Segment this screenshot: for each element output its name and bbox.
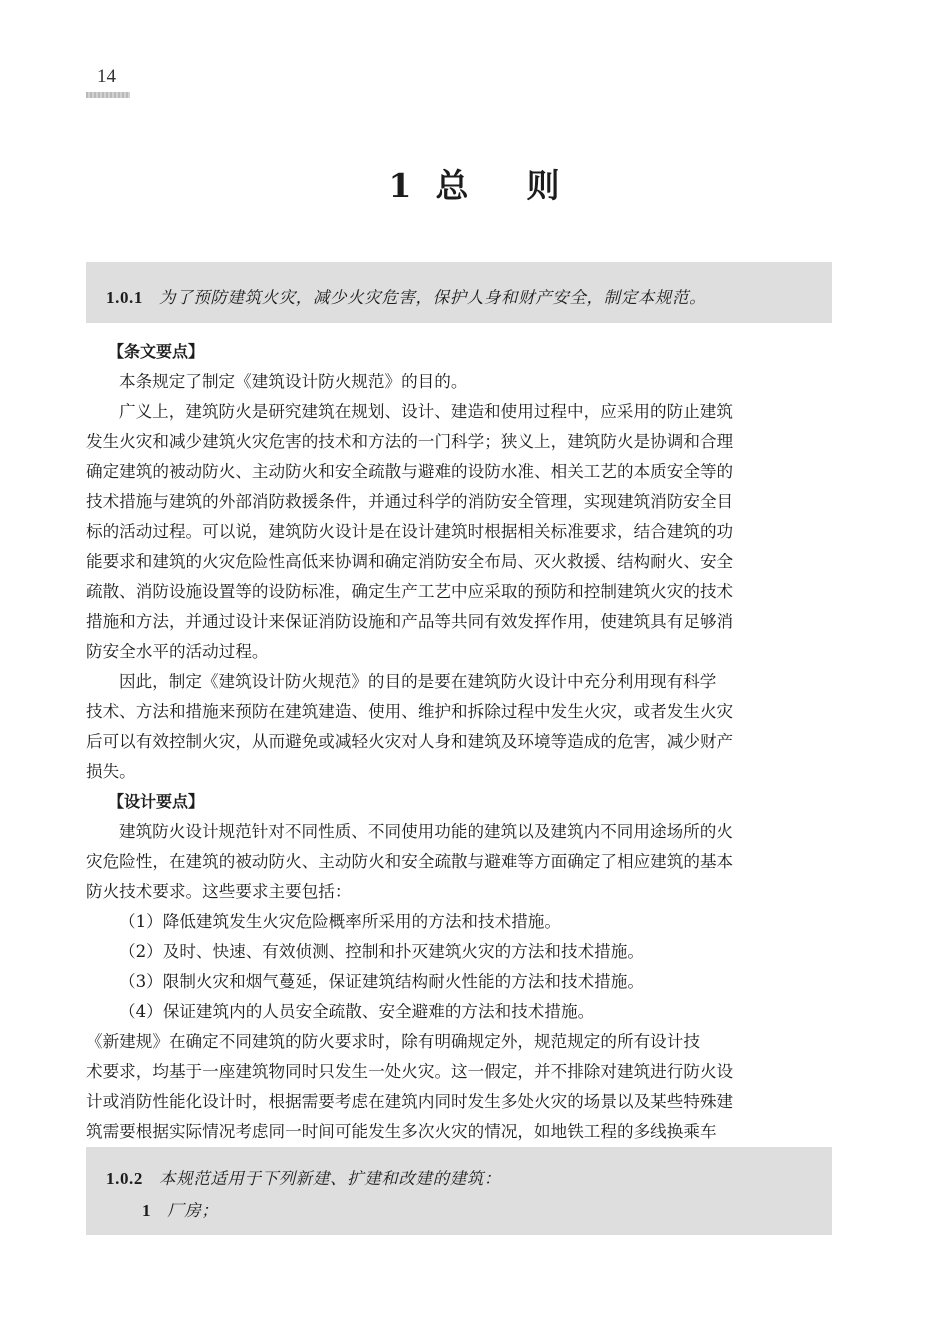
paragraph-line: 发生火灾和减少建筑火灾危害的技术和方法的一门科学；狭义上，建筑防火是协调和合理 [86,432,734,451]
paragraph-line: 损失。 [86,762,136,781]
paragraph-line: 技术措施与建筑的外部消防救援条件，并通过科学的消防安全管理，实现建筑消防安全目 [86,492,734,511]
clause-box-1-0-1 [86,262,832,323]
paragraph-line: 筑需要根据实际情况考虑同一时间可能发生多次火灾的情况，如地铁工程的多线换乘车 [86,1122,717,1141]
section-heading-key-points: 【条文要点】 [108,342,205,361]
paragraph-line: 建筑防火设计规范针对不同性质、不同使用功能的建筑以及建筑内不同用途场所的火 [119,822,733,841]
paragraph-line: 灾危险性，在建筑的被动防火、主动防火和安全疏散与避难等方面确定了相应建筑的基本 [86,852,734,871]
paragraph-line: 计或消防性能化设计时，根据需要考虑在建筑内同时发生多处火灾的场景以及某些特殊建 [86,1092,734,1111]
clause-text: 本规范适用于下列新建、扩建和改建的建筑： [159,1169,501,1188]
paragraph-line: 措施和方法，并通过设计来保证消防设施和产品等共同有效发挥作用，使建筑具有足够消 [86,612,734,631]
list-item: （4）保证建筑内的人员安全疏散、安全避难的方法和技术措施。 [119,1002,595,1021]
list-item: （3）限制火灾和烟气蔓延，保证建筑结构耐火性能的方法和技术措施。 [119,972,644,991]
clause-number: 1.0.1 [106,288,143,307]
paragraph-line: 标的活动过程。可以说，建筑防火设计是在设计建筑时根据相关标准要求，结合建筑的功 [86,522,734,541]
paragraph-line: 技术、方法和措施来预防在建筑建造、使用、维护和拆除过程中发生火灾，或者发生火灾 [86,702,734,721]
commentary-body [86,337,834,1177]
paragraph-line: 《新建规》在确定不同建筑的防火要求时，除有明确规定外，规范规定的所有设计技 [86,1032,700,1051]
page-number: 14 [97,66,116,87]
clause-number: 1.0.2 [106,1169,143,1188]
list-item: （1）降低建筑发生火灾危险概率所采用的方法和技术措施。 [119,912,561,931]
clause-text: 为了预防建筑火灾，减少火灾危害，保护人身和财产安全，制定本规范。 [159,288,707,307]
clause-item-number: 1 [142,1201,152,1220]
paragraph-line: 防安全水平的活动过程。 [86,642,269,661]
clause-item-text: 厂房； [167,1201,219,1220]
paragraph-line: 确定建筑的被动防火、主动防火和安全疏散与避难的设防水准、相关工艺的本质安全等的 [86,462,734,481]
paragraph-line: 因此，制定《建筑设计防火规范》的目的是要在建筑防火设计中充分利用现有科学 [119,672,717,691]
page-number-bar [86,92,130,98]
chapter-title-part1: 总 [435,166,471,205]
chapter-title [0,160,950,207]
chapter-title-part2: 则 [526,166,562,205]
section-heading-design-points: 【设计要点】 [108,792,205,811]
paragraph-line: 防火技术要求。这些要求主要包括： [86,882,352,901]
paragraph-line: 本条规定了制定《建筑设计防火规范》的目的。 [119,372,468,391]
paragraph-line: 后可以有效控制火灾，从而避免或减轻火灾对人身和建筑及环境等造成的危害，减少财产 [86,732,734,751]
clause-item-line [142,1197,218,1221]
chapter-number: 1 [388,166,414,205]
clause-text-line [106,284,706,308]
paragraph-line: 广义上，建筑防火是研究建筑在规划、设计、建造和使用过程中，应采用的防止建筑 [119,402,733,421]
paragraph-line: 能要求和建筑的火灾危险性高低来协调和确定消防安全布局、灭火救援、结构耐火、安全 [86,552,734,571]
paragraph-line: 疏散、消防设施设置等的设防标准，确定生产工艺中应采取的预防和控制建筑火灾的技术 [86,582,734,601]
clause-text-line [106,1165,501,1189]
list-item: （2）及时、快速、有效侦测、控制和扑灭建筑火灾的方法和技术措施。 [119,942,644,961]
paragraph-line: 术要求，均基于一座建筑物同时只发生一处火灾。这一假定，并不排除对建筑进行防火设 [86,1062,734,1081]
clause-box-1-0-2 [86,1147,832,1235]
